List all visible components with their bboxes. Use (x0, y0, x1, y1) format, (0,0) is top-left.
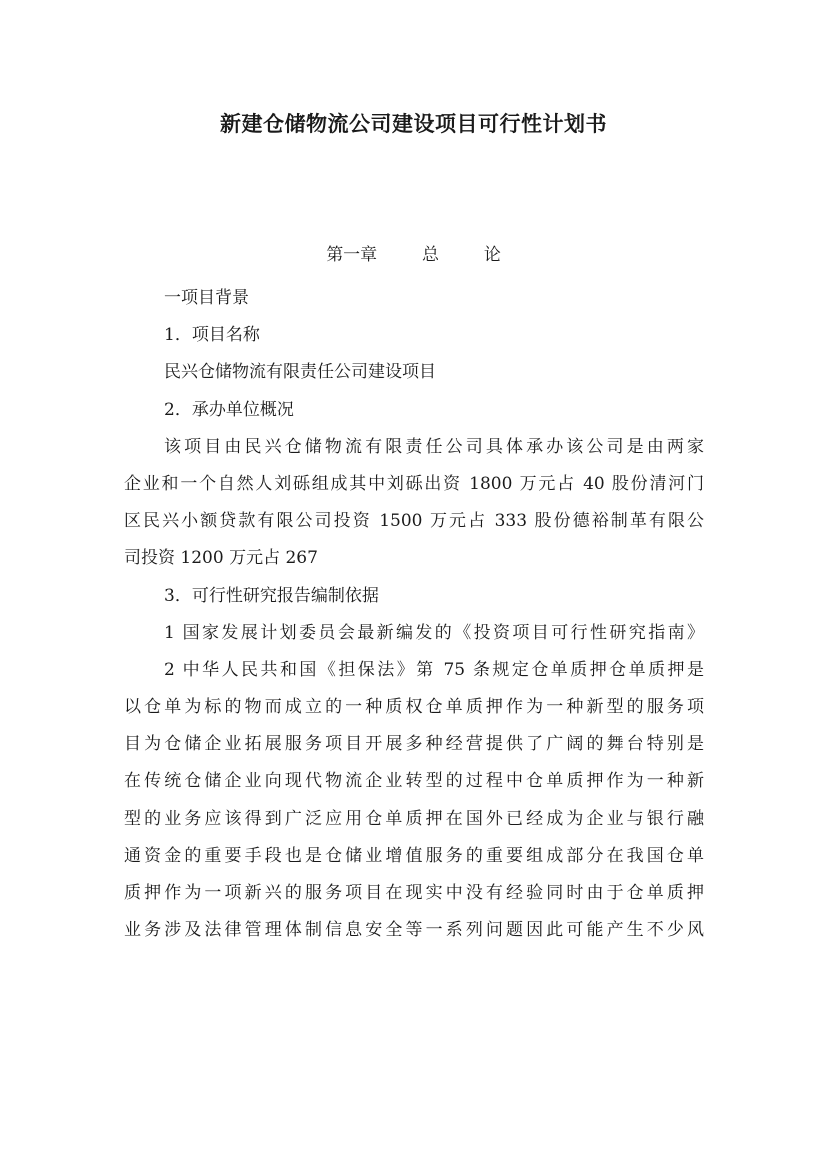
text-line: 目为仓储企业拓展服务项目开展多种经营提供了广阔的舞台特别是 (124, 734, 704, 755)
text-line: 型的业务应该得到广泛应用仓单质押在国外已经成为企业与银行融 (124, 808, 704, 829)
text-line: 在传统仓储企业向现代物流企业转型的过程中仓单质押作为一种新 (124, 771, 704, 792)
text-line: 1．项目名称 (164, 325, 260, 346)
text-line: 司投资 1200 万元占 267 (124, 548, 318, 569)
document-title: 新建仓储物流公司建设项目可行性计划书 (220, 111, 607, 136)
chapter-title-char-1: 总 (422, 245, 439, 265)
text-line: 2 中华人民共和国《担保法》第 75 条规定仓单质押仓单质押是 (164, 659, 704, 680)
chapter-number: 第一章 (326, 245, 378, 265)
text-line: 质押作为一项新兴的服务项目在现实中没有经验同时由于仓单质押 (124, 883, 704, 903)
document-body (124, 280, 704, 949)
text-line: 企业和一个自然人刘砾组成其中刘砾出资 1800 万元占 40 股份清河门 (124, 473, 704, 494)
text-line: 1 国家发展计划委员会最新编发的《投资项目可行性研究指南》 (164, 622, 704, 643)
chapter-title-char-2: 论 (483, 245, 501, 265)
text-line: 2．承办单位概况 (164, 399, 294, 420)
text-line: 区民兴小额贷款有限公司投资 1500 万元占 333 股份德裕制革有限公 (124, 511, 704, 532)
text-line: 该项目由民兴仓储物流有限责任公司具体承办该公司是由两家 (164, 436, 704, 457)
text-line: 以仓单为标的物而成立的一种质权仓单质押作为一种新型的服务项 (124, 697, 704, 718)
text-line: 3．可行性研究报告编制依据 (164, 585, 379, 606)
text-line: 通资金的重要手段也是仓储业增值服务的重要组成部分在我国仓单 (124, 845, 704, 866)
text-line: 民兴仓储物流有限责任公司建设项目 (164, 362, 436, 383)
text-line: 一项目背景 (164, 288, 249, 308)
chapter-heading (0, 240, 827, 265)
text-line: 业务涉及法律管理体制信息安全等一系列问题因此可能产生不少风 (124, 920, 704, 941)
